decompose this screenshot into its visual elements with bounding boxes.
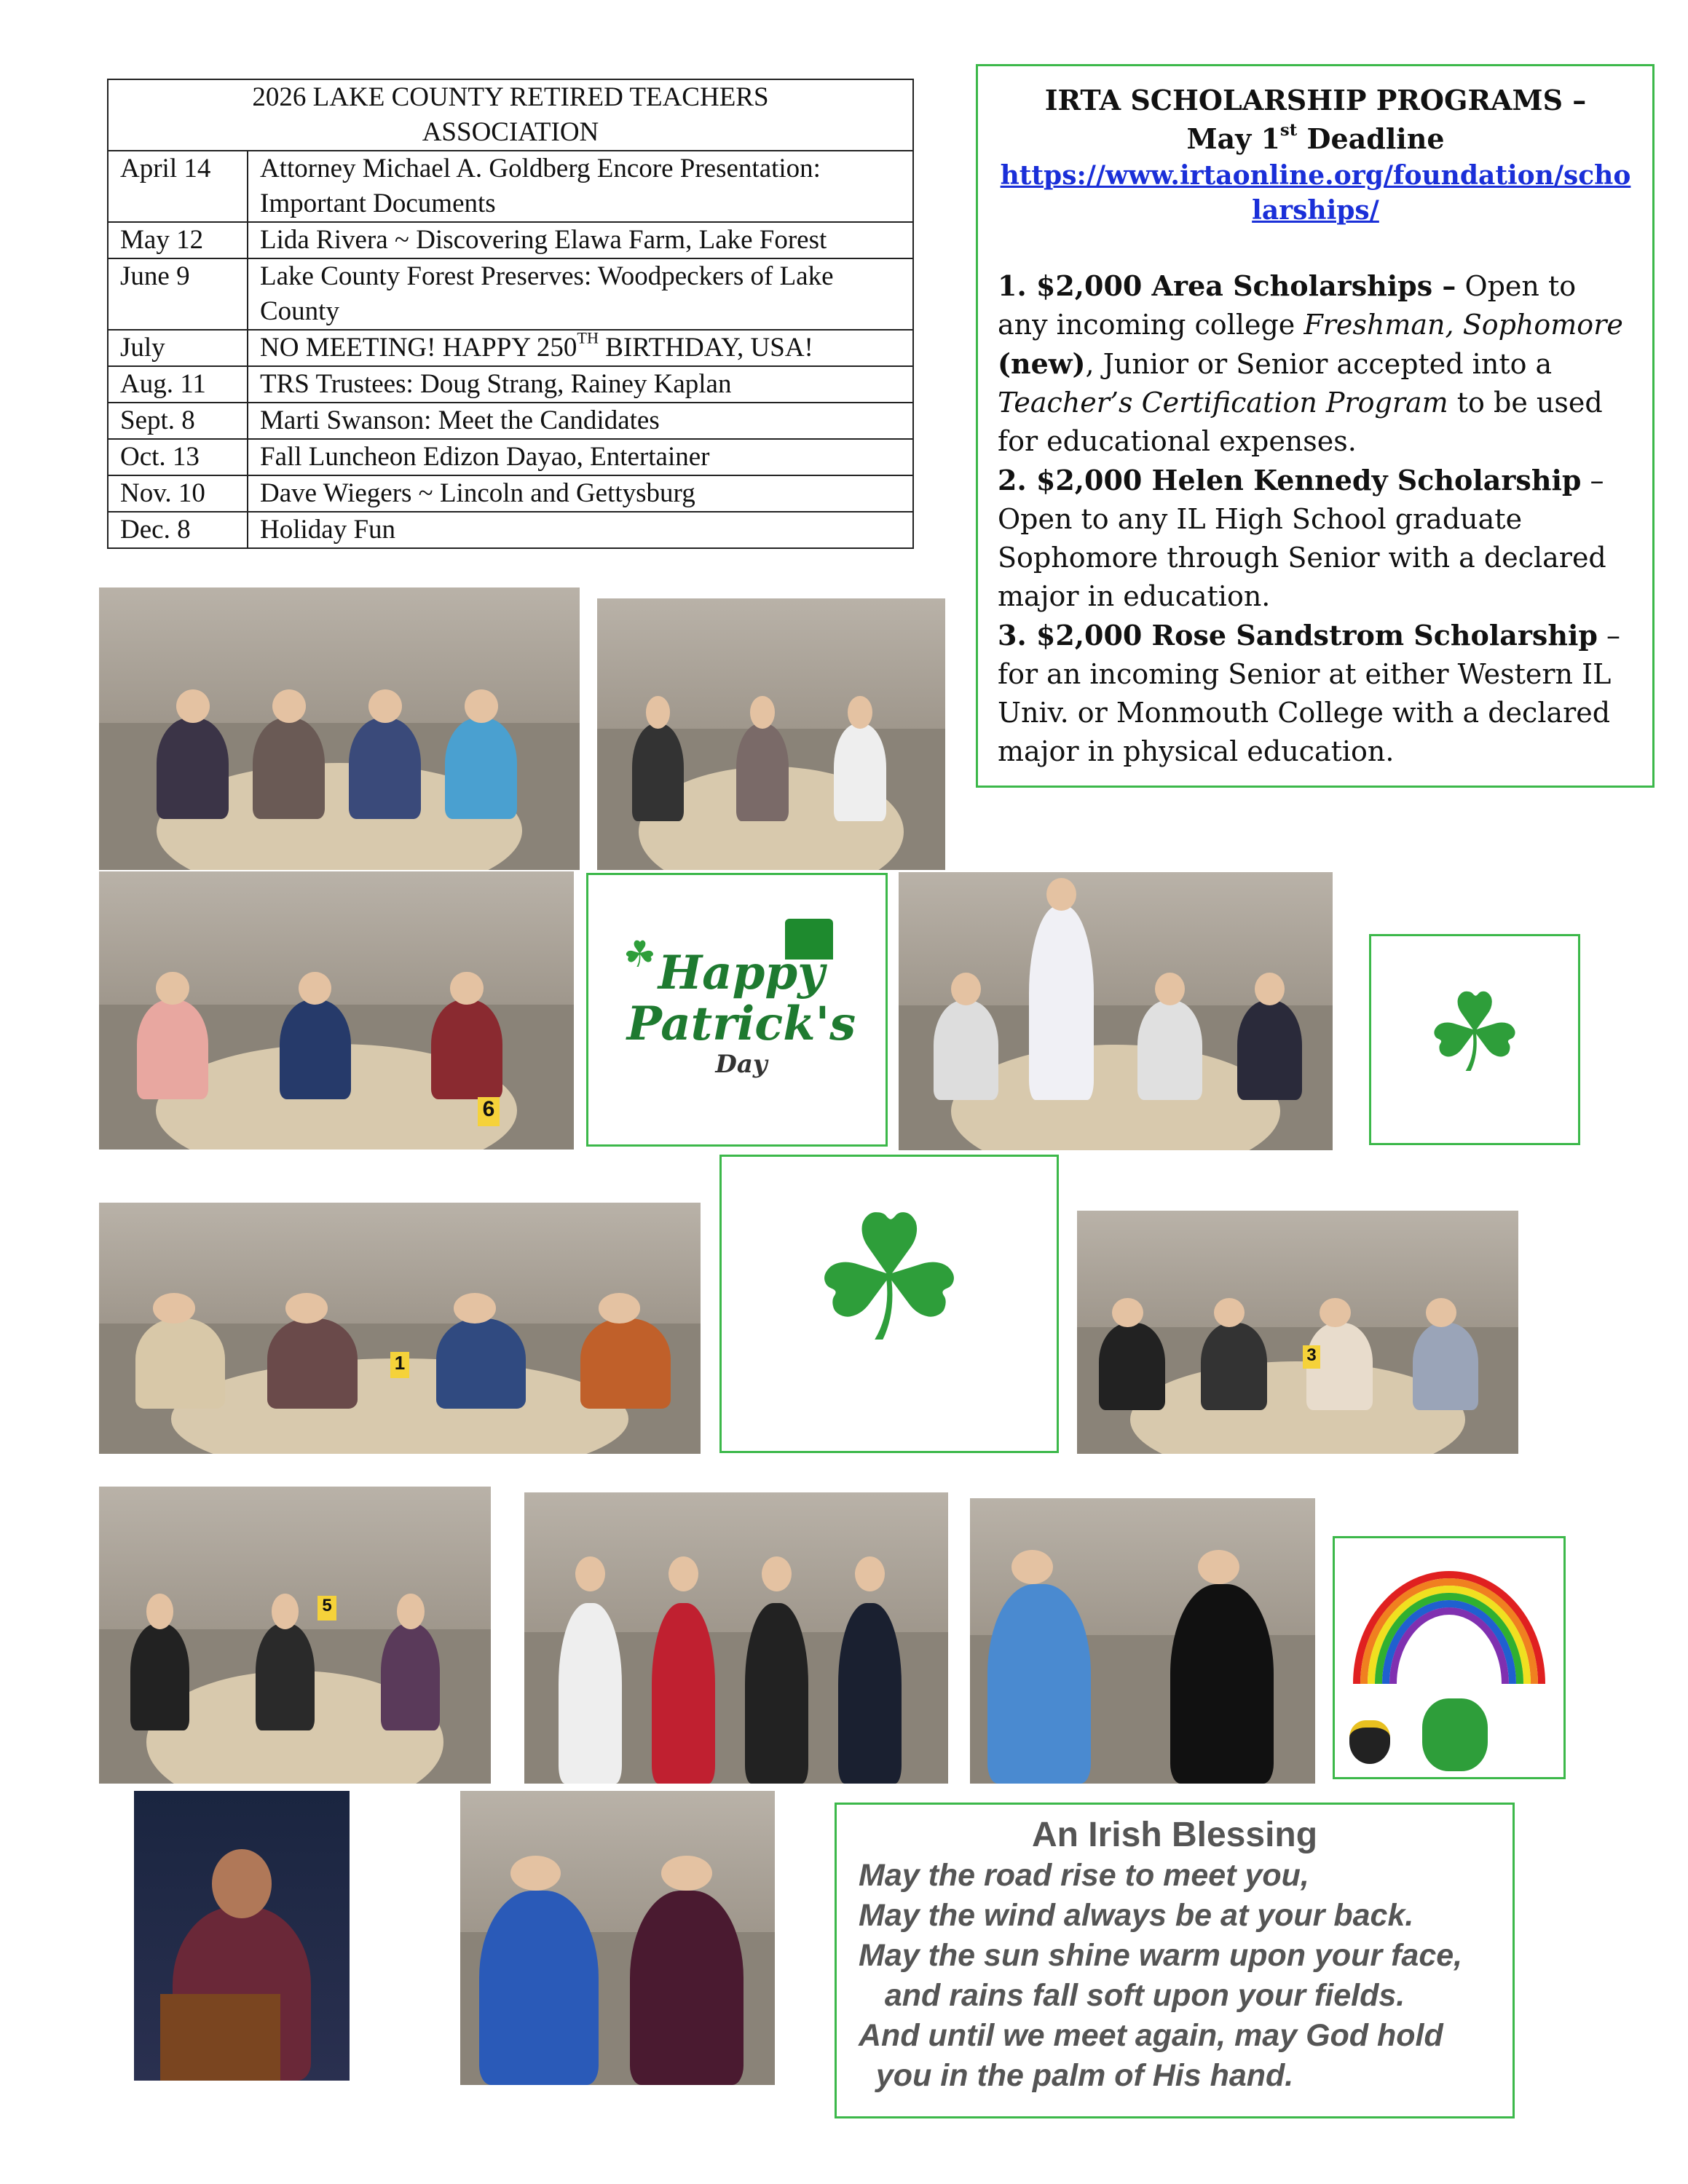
schedule-event: Fall Luncheon Edizon Dayao, Entertainer	[248, 439, 913, 475]
schedule-row	[108, 512, 913, 548]
shamrock-icon: ☘	[623, 934, 656, 975]
scholarship-box	[976, 64, 1655, 788]
scholarship-item-2: 2. $2,000 Helen Kennedy Scholarship – Open to any IL High School graduate Sophomore through Senior with a declared major in education.	[998, 464, 1606, 612]
schedule-title: 2026 LAKE COUNTY RETIRED TEACHERS ASSOCIATION	[108, 79, 913, 151]
shamrock-icon: ☘	[1425, 974, 1524, 1095]
irish-blessing-box	[835, 1803, 1515, 2118]
schedule-row	[108, 439, 913, 475]
schedule-date: Sept. 8	[108, 403, 248, 439]
luncheon-photo-6	[1077, 1211, 1518, 1454]
table-number-card: 5	[318, 1596, 336, 1621]
blessing-line: May the wind always be at your back.	[859, 1898, 1414, 1933]
conversation-photo-2	[460, 1791, 775, 2085]
schedule-row	[108, 330, 913, 366]
conversation-photo-1	[970, 1498, 1315, 1784]
celtic-shamrock-clipart	[1369, 934, 1580, 1145]
scholarship-item-1: 1. $2,000 Area Scholarships – Open to any incoming college Freshman, Sophomore (new), Junior or Senior accepted into a Teacher’s Certification Program to be used for educational expenses.	[998, 269, 1623, 457]
schedule-row	[108, 151, 913, 222]
schedule-date: Aug. 11	[108, 366, 248, 403]
rainbow-icon	[1335, 1546, 1563, 1691]
schedule-row	[108, 222, 913, 258]
blessing-line: And until we meet again, may God hold	[859, 2018, 1443, 2053]
schedule-date: Nov. 10	[108, 475, 248, 512]
schedule-event: Holiday Fun	[248, 512, 913, 548]
luncheon-photo-1	[99, 587, 580, 870]
group-standing-photo	[524, 1492, 948, 1784]
schedule-date: June 9	[108, 258, 248, 330]
pot-of-gold-icon	[1349, 1720, 1390, 1764]
schedule-row	[108, 258, 913, 330]
schedule-date: July	[108, 330, 248, 366]
peanuts-shamrock-clipart	[719, 1155, 1059, 1453]
leprechaun-icon	[1422, 1698, 1488, 1771]
table-number-card: 6	[478, 1097, 500, 1126]
schedule-event: Lida Rivera ~ Discovering Elawa Farm, Lake Forest	[248, 222, 913, 258]
schedule-event: Dave Wiegers ~ Lincoln and Gettysburg	[248, 475, 913, 512]
table-number-card: 1	[390, 1352, 409, 1378]
schedule-event: Lake County Forest Preserves: Woodpeckers of Lake County	[248, 258, 913, 330]
schedule-date: April 14	[108, 151, 248, 222]
speaker-at-podium-photo	[134, 1791, 350, 2081]
schedule-event: Attorney Michael A. Goldberg Encore Presentation: Important Documents	[248, 151, 913, 222]
luncheon-photo-3	[99, 871, 574, 1150]
blessing-title: An Irish Blessing	[1031, 1816, 1318, 1854]
luncheon-photo-5	[99, 1203, 701, 1454]
rainbow-leprechaun-clipart	[1333, 1536, 1566, 1779]
scholarship-item-3: 3. $2,000 Rose Sandstrom Scholarship – for an incoming Senior at either Western IL Univ. or Monmouth College with a declared major in physical education.	[998, 619, 1621, 767]
schedule-event: NO MEETING! HAPPY 250TH BIRTHDAY, USA!	[248, 330, 913, 366]
blessing-line: May the road rise to meet you,	[859, 1858, 1309, 1893]
schedule-row	[108, 475, 913, 512]
luncheon-photo-7	[99, 1487, 491, 1784]
scholarship-title: IRTA SCHOLARSHIP PROGRAMS –	[1044, 84, 1587, 116]
schedule-date: Oct. 13	[108, 439, 248, 475]
schedule-event: Marti Swanson: Meet the Candidates	[248, 403, 913, 439]
luncheon-photo-2	[597, 598, 945, 870]
schedule-event: TRS Trustees: Doug Strang, Rainey Kaplan	[248, 366, 913, 403]
blessing-line: May the sun shine warm upon your face,	[859, 1938, 1463, 1973]
meeting-schedule-table	[107, 79, 914, 549]
blessing-line: you in the palm of His hand.	[859, 2058, 1294, 2093]
shamrock-icon: ☘	[811, 1184, 968, 1377]
st-patricks-day-clipart: ☘ Happy Patrick's Day	[586, 873, 888, 1147]
schedule-row	[108, 403, 913, 439]
blessing-line: and rains fall soft upon your fields.	[859, 1978, 1405, 2013]
scholarship-link[interactable]: https://www.irtaonline.org/foundation/scho larships/	[1000, 160, 1631, 226]
table-number-card: 3	[1303, 1345, 1320, 1369]
luncheon-photo-4	[899, 872, 1333, 1150]
schedule-date: May 12	[108, 222, 248, 258]
schedule-date: Dec. 8	[108, 512, 248, 548]
scholarship-deadline: May 1st Deadline	[1186, 120, 1445, 155]
schedule-row	[108, 366, 913, 403]
